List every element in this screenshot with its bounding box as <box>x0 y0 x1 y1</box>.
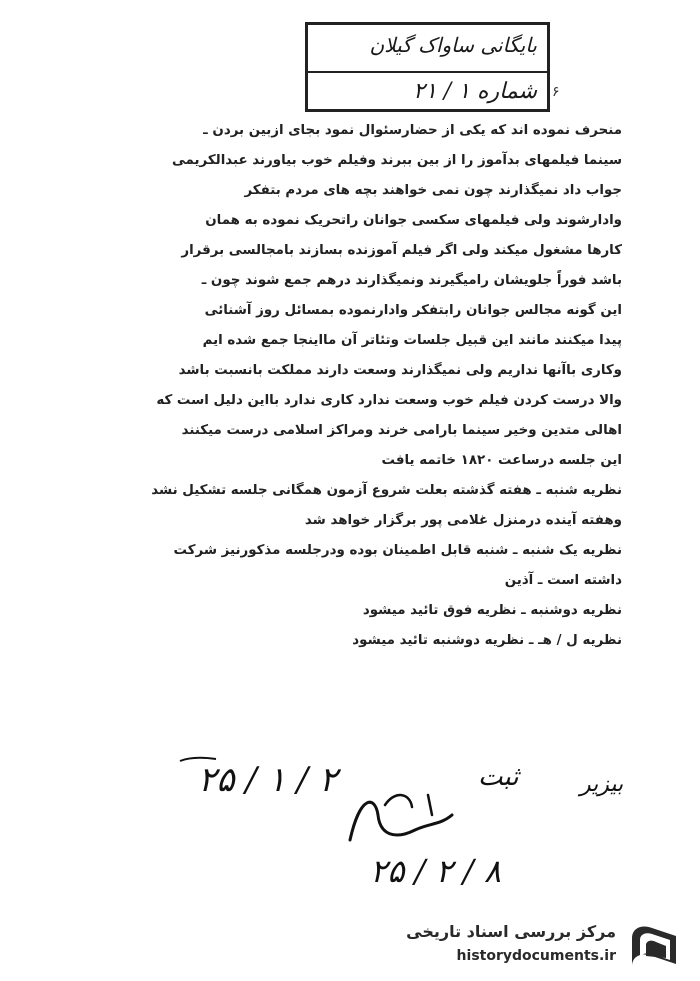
report-line: نظریه شنبه ـ هفته گذشته بعلت شروع آزمون همگانی جلسه تشکیل نشد <box>151 483 622 498</box>
stamp-divider <box>308 71 547 73</box>
watermark-title: مرکز بررسی اسناد تاریخی <box>406 922 616 941</box>
corner-mark: ۶ <box>552 84 560 100</box>
report-line: منحرف نموده اند که یکی از حضارسئوال نمود بجای ازبین بردن ـ <box>203 123 622 138</box>
stamp-title: بایگانی ساواک گیلان <box>369 33 537 57</box>
signature-icon <box>340 785 460 855</box>
handwritten-initials: ثبت <box>478 762 519 792</box>
report-line: والا درست کردن فیلم خوب وسعت ندارد کاری ندارد بااین دلیل است که <box>156 393 622 408</box>
report-line: پیدا میکنند مانند این قبیل جلسات وتئاتر آن مااینجا جمع شده ایم <box>202 333 622 348</box>
report-line: وهفته آینده درمنزل غلامی پور برگزار خواهد شد <box>304 513 622 528</box>
report-line: وادارشوند ولی فیلمهای سکسی جوانان راتحریک نموده به همان <box>205 213 622 228</box>
report-line: سینما فیلمهای بدآموز را از بین ببرند وفیلم خوب بیاورند عبدالکریمی <box>172 153 622 168</box>
handwritten-date-bottom: ۸ / ۲ / ۲۵ <box>370 852 501 890</box>
report-line: نظریه دوشنبه ـ نظریه فوق تائید میشود <box>362 603 622 618</box>
report-line: این جلسه درساعت ۱۸۲۰ خاتمه یافت <box>381 453 622 468</box>
watermark-url: historydocuments.ir <box>456 948 616 964</box>
handwritten-date-top: ۲ / ۱ / ۲۵ <box>198 760 338 800</box>
report-line: جواب داد نمیگذارند چون نمی خواهند بچه های مردم بتفکر <box>244 183 622 198</box>
stamp-number: شماره ۱ / ۲۱ <box>413 79 537 104</box>
watermark <box>406 918 690 974</box>
report-line: اهالی متدین وخیر سینما بارامی خرند ومراکز اسلامی درست میکنند <box>181 423 622 438</box>
report-line: این گونه مجالس جوانان رابتفکر وادارنموده بمسائل روز آشنائی <box>204 303 622 318</box>
history-documents-logo-icon <box>626 920 684 972</box>
report-line: داشته است ـ آذین <box>504 573 622 588</box>
report-line: نظریه ل / هـ ـ نظریه دوشنبه تائید میشود <box>352 633 622 648</box>
report-line: باشد فوراً جلویشان رامیگیرند ونمیگذارند درهم جمع شوند چون ـ <box>201 273 622 288</box>
handwritten-note: بیزیر <box>580 772 624 797</box>
archive-stamp <box>305 22 550 112</box>
report-line: کارها مشغول میکند ولی اگر فیلم آموزنده بسازند بامجالسی برقرار <box>181 243 622 258</box>
report-line: نظریه یک شنبه ـ شنبه قابل اطمینان بوده ودرجلسه مذکورنیز شرکت <box>173 543 622 558</box>
report-line: وکاری باآنها نداریم ولی نمیگذارند وسعت دارند مملکت بانسبت باشد <box>178 363 622 378</box>
report-body <box>88 116 622 656</box>
